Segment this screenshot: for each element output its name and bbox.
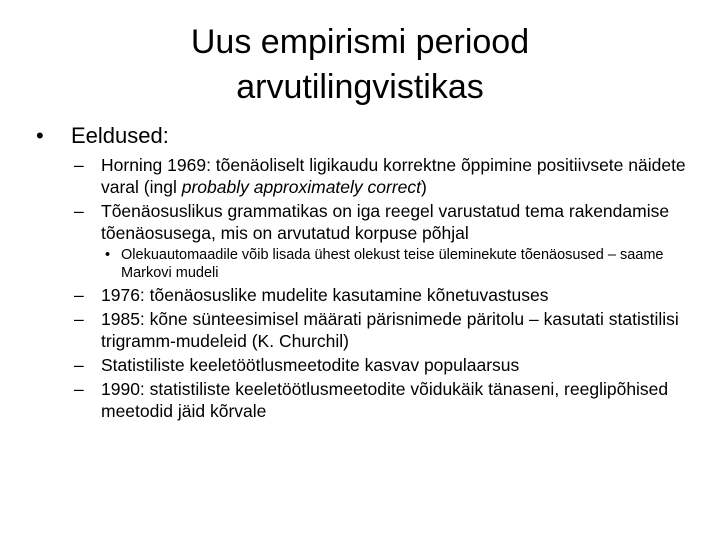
subbullet-popularity	[36, 354, 686, 376]
dash-marker: –	[74, 285, 84, 305]
slide-body	[36, 122, 686, 424]
subbullet-1990	[36, 378, 686, 422]
bullet-marker-small: •	[105, 247, 111, 263]
dash-marker: –	[74, 155, 84, 175]
subbullet-horning	[36, 154, 686, 198]
subsubbullet-text: Olekuautomaadile võib lisada ühest olekust teise üleminekute tõenäosused – saame Markovi mudeli	[121, 247, 664, 281]
bullet-main	[36, 122, 686, 150]
title-line-2: arvutilingvistikas	[236, 68, 484, 106]
subbullet-text-italic: probably approximately correct	[181, 177, 422, 197]
dash-marker: –	[74, 201, 84, 221]
subbullet-1985	[36, 308, 686, 352]
subbullet-text-post: )	[421, 177, 427, 197]
subbullet-text: Statistiliste keeletöötlusmeetodite kasvav populaarsus	[101, 355, 520, 375]
dash-marker: –	[74, 355, 84, 375]
subbullet-text: 1985: kõne sünteesimisel määrati pärisnimede päritolu – kasutati statistilisi trigramm-mudeleid (K. Churchil)	[101, 309, 679, 351]
dash-marker: –	[74, 379, 84, 399]
title-line-1: Uus empirismi periood	[190, 23, 530, 61]
bullet-marker: •	[36, 123, 44, 148]
subbullet-1976	[36, 284, 686, 306]
dash-marker: –	[74, 309, 84, 329]
subbullet-text: Tõenäosuslikus grammatikas on iga reegel varustatud tema rakendamise tõenäosusega, mis on arvutatud korpuse põhjal	[101, 201, 670, 243]
subsubbullet-markov	[36, 246, 686, 282]
subbullet-text: 1976: tõenäosuslike mudelite kasutamine kõnetuvastuses	[101, 285, 549, 305]
slide-title	[60, 20, 660, 110]
subbullet-text-pre: Horning 1969: tõenäoliselt ligikaudu korrektne õppimine positiivsete näidete varal (ingl	[101, 155, 686, 197]
bullet-main-text: Eeldused:	[71, 123, 169, 148]
subbullet-text: 1990: statistiliste keeletöötlusmeetodite võidukäik tänaseni, reeglipõhised meetodid jäid kõrvale	[101, 379, 669, 421]
subbullet-probabilistic-grammar	[36, 200, 686, 244]
